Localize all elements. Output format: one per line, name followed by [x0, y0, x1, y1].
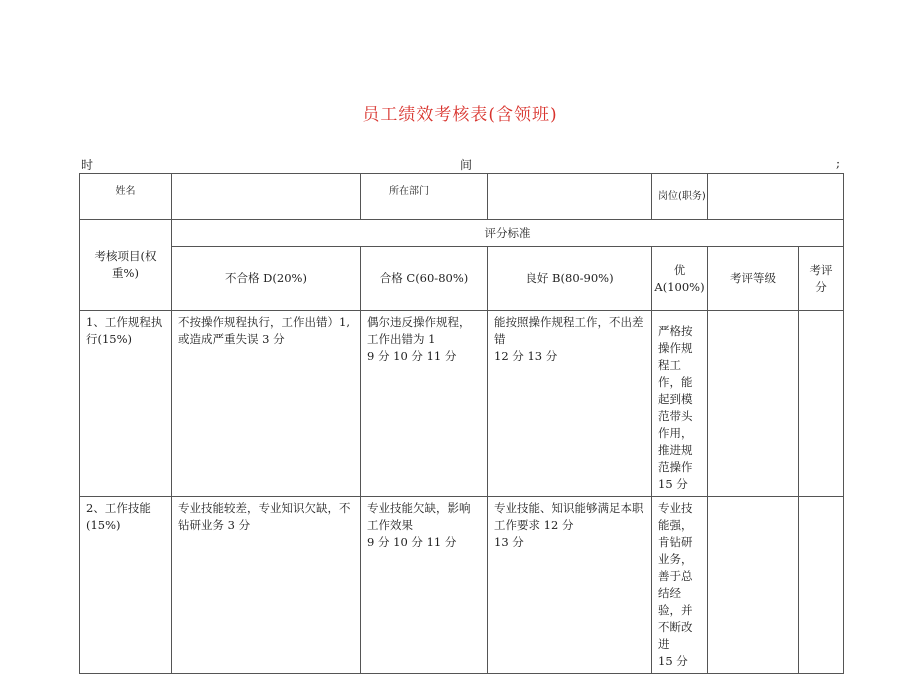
- item-cell: 1、工作规程执行(15%): [80, 311, 172, 497]
- item-cell: 2、工作技能(15%): [80, 497, 172, 674]
- dept-label: 所在部门: [361, 174, 488, 220]
- grade-a-header: 优 A(100%): [652, 247, 708, 311]
- grade-b-cell: 专业技能、知识能够满足本职工作要求 12 分 13 分: [488, 497, 652, 674]
- page-title: 员工绩效考核表(含领班): [362, 105, 558, 125]
- dept-field[interactable]: [488, 174, 652, 220]
- grade-b-header: 良好 B(80-90%): [488, 247, 652, 311]
- criteria-header: 评分标准: [172, 220, 844, 247]
- eval-level-cell[interactable]: [708, 497, 799, 674]
- eval-score-cell[interactable]: [799, 311, 844, 497]
- criteria-row: [80, 220, 844, 247]
- grade-d-cell: 专业技能较差，专业知识欠缺，不钻研业务 3 分: [172, 497, 361, 674]
- appraisal-table: [79, 173, 844, 674]
- eval-level-cell[interactable]: [708, 311, 799, 497]
- name-field[interactable]: [172, 174, 361, 220]
- eval-score-header: 考评分: [799, 247, 844, 311]
- name-label: 姓名: [80, 174, 172, 220]
- grade-a-cell: 严格按操作规程工作，能起到模范带头作用，推进规范操作 15 分: [652, 311, 708, 497]
- info-row: [80, 174, 844, 220]
- grade-d-cell: 不按操作规程执行，工作出错）1,或造成严重失误 3 分: [172, 311, 361, 497]
- grade-a-cell: 专业技能强，肯钻研业务，善于总结经验，并不断改进 15 分: [652, 497, 708, 674]
- time-label-left: 时: [81, 158, 94, 172]
- time-label-mid: 间: [460, 158, 473, 172]
- eval-level-header: 考评等级: [708, 247, 799, 311]
- eval-score-cell[interactable]: [799, 497, 844, 674]
- table-row: [80, 497, 844, 674]
- item-header: 考核项目(权重%): [80, 220, 172, 311]
- grade-d-header: 不合格 D(20%): [172, 247, 361, 311]
- grade-c-cell: 专业技能欠缺，影响工作效果 9 分 10 分 11 分: [361, 497, 488, 674]
- grade-row: [80, 247, 844, 311]
- position-field[interactable]: [708, 174, 844, 220]
- time-label-end: ;: [836, 156, 841, 170]
- grade-c-header: 合格 C(60-80%): [361, 247, 488, 311]
- grade-b-cell: 能按照操作规程工作，不出差错 12 分 13 分: [488, 311, 652, 497]
- table-row: [80, 311, 844, 497]
- position-label: 岗位(职务): [652, 174, 708, 220]
- grade-c-cell: 偶尔违反操作规程，工作出错为 1 9 分 10 分 11 分: [361, 311, 488, 497]
